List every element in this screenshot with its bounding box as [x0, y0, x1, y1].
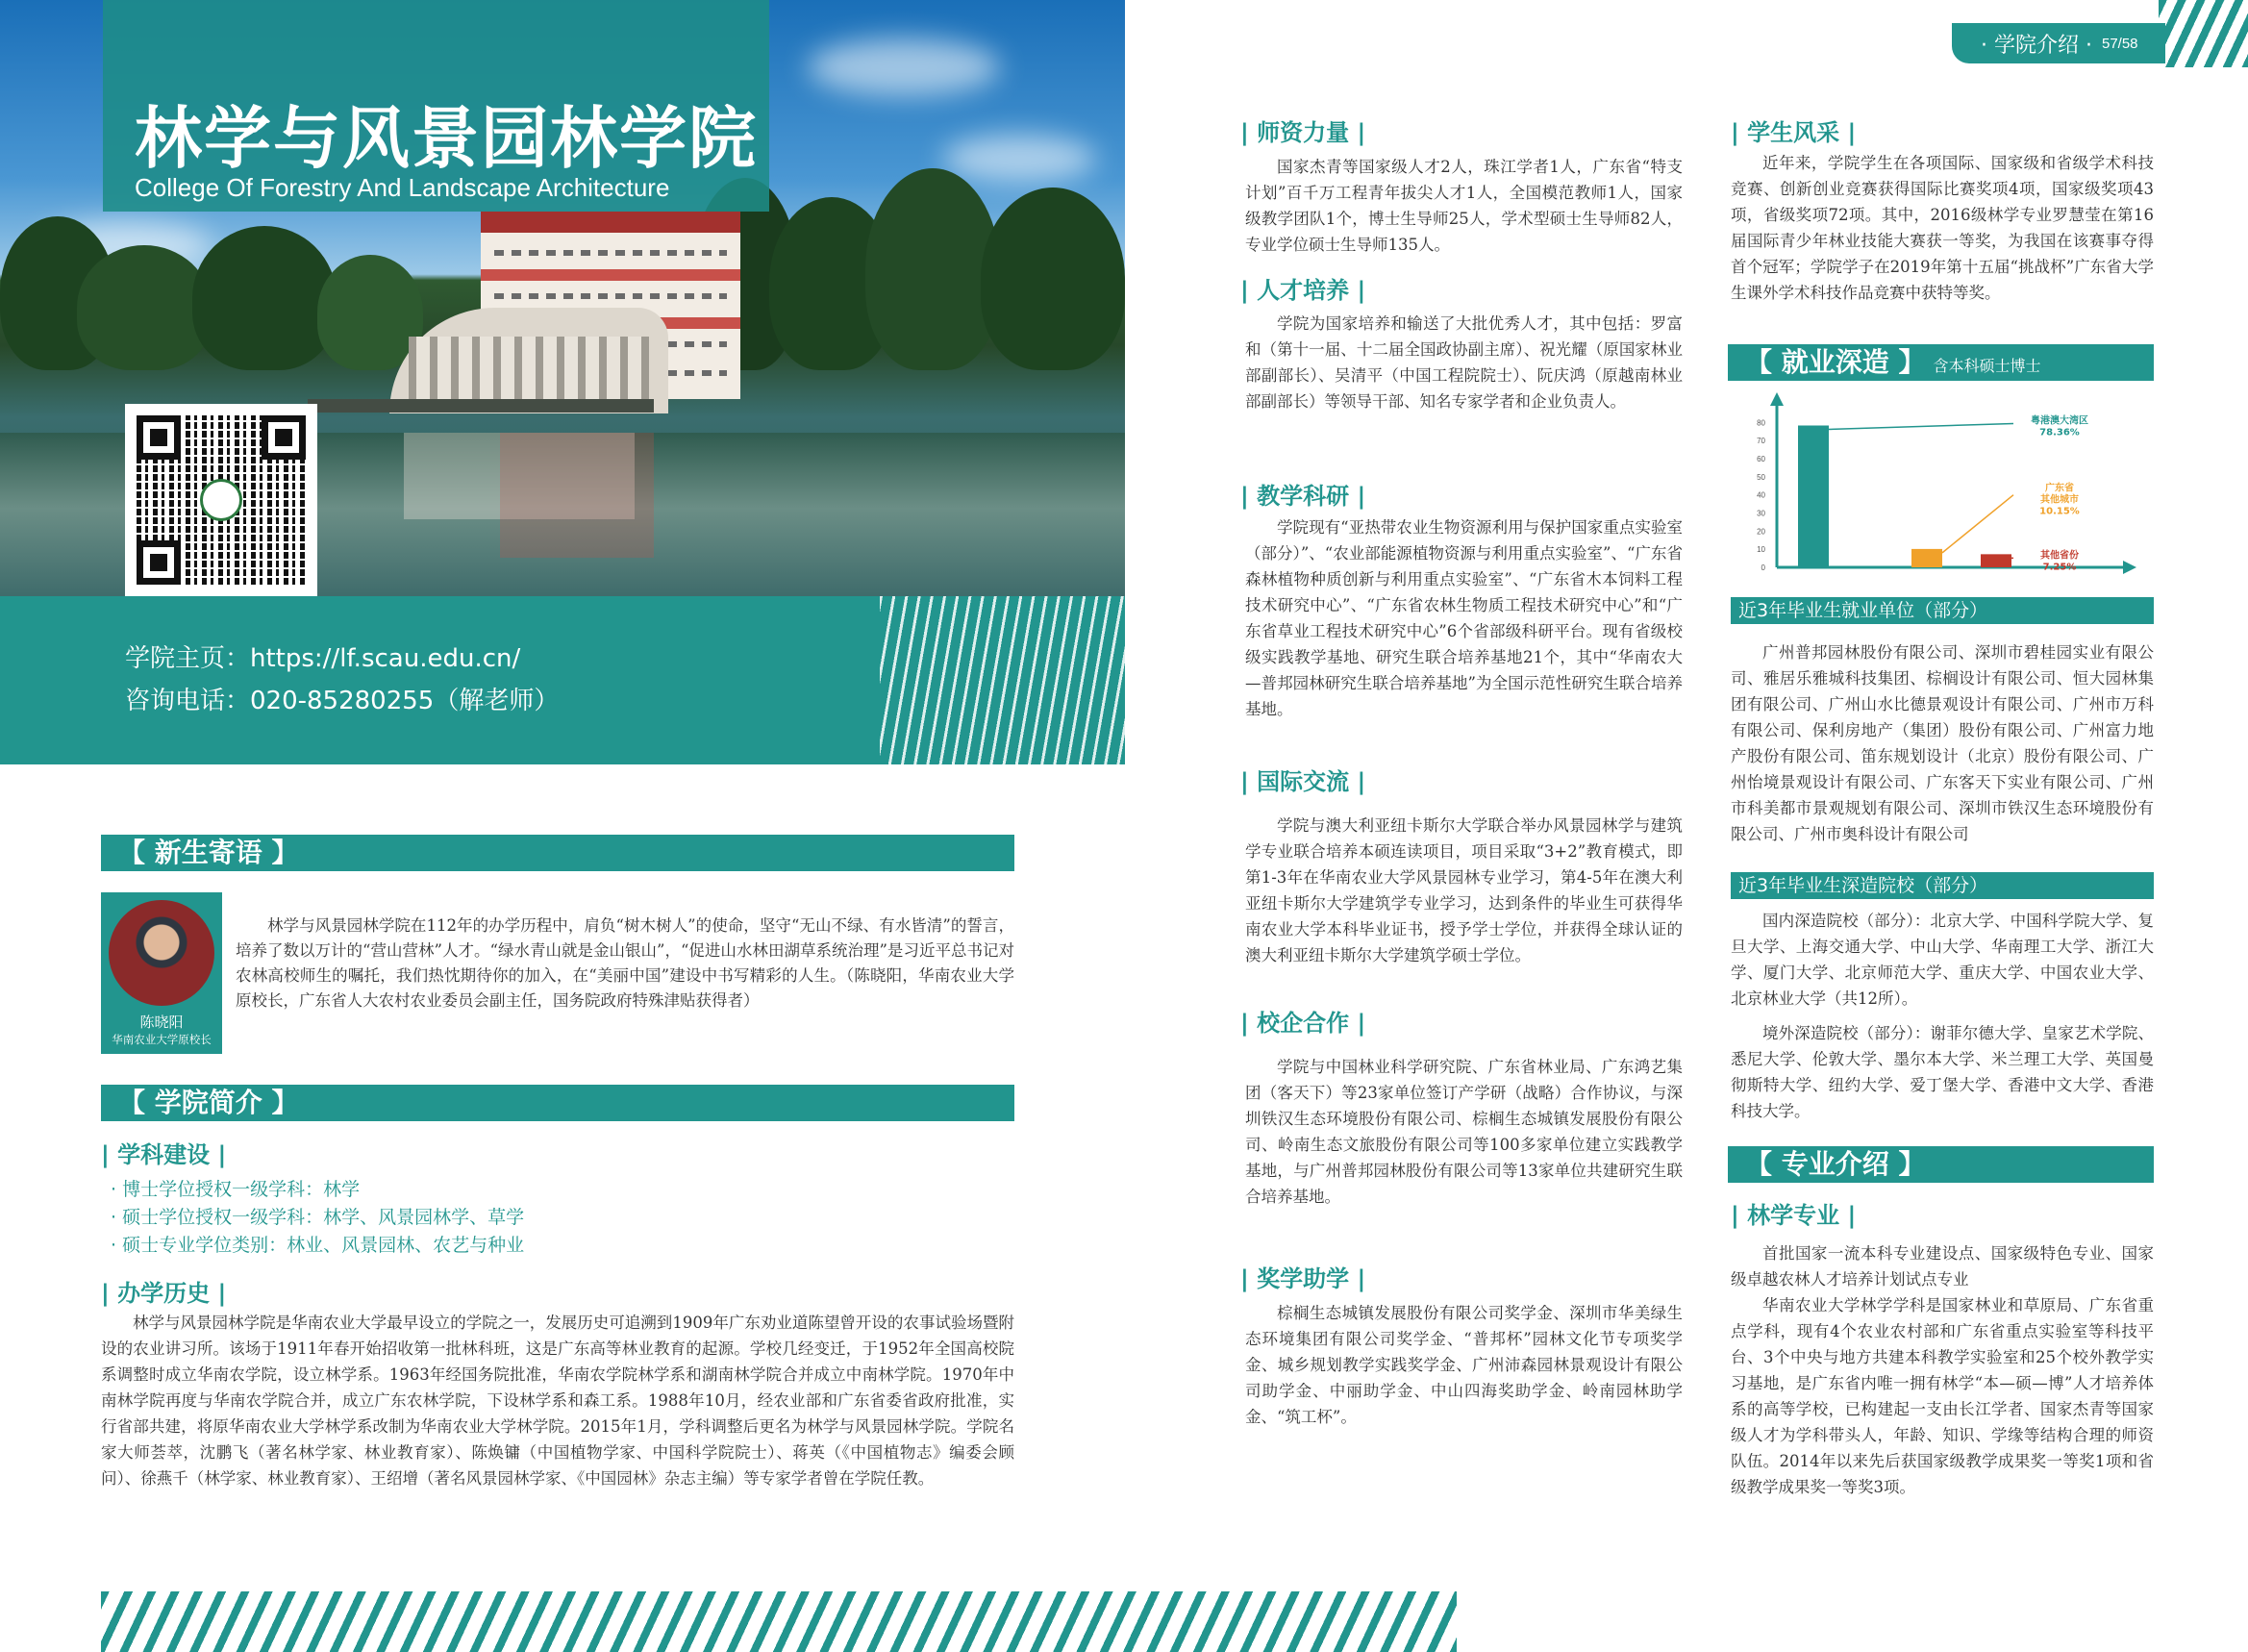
y-tick-label: 50	[1757, 472, 1765, 482]
data-label: 7.25%	[2042, 562, 2077, 573]
employment-heading-label: 【 就业深造 】	[1745, 346, 1926, 378]
y-tick-label: 70	[1757, 437, 1765, 446]
exchange-text: 学院与澳大利亚纽卡斯尔大学联合举办风景园林学与建筑学专业联合培养本硕连读项目，项目采取“3+2”教育模式，即第1-3年在华南农业大学风景园林专业学习，第4-5年在澳大利亚纽卡斯尔大学建筑学专业学习，达到条件的毕业生可获得华南农业大学本科毕业证书，授予学士学位，并获得全球认证的澳大利亚纽卡斯尔大学建筑学硕士学位。	[1245, 816, 1683, 964]
faculty-heading: | 师资力量 |	[1240, 113, 1365, 147]
major-heading: 【 专业介绍 】	[1728, 1146, 2154, 1183]
category-label: 广东省	[2045, 483, 2074, 494]
y-tick-label: 60	[1757, 455, 1765, 464]
principal-name: 陈晓阳	[139, 1014, 184, 1031]
y-tick-label: 0	[1761, 563, 1765, 572]
employment-chart	[1731, 389, 2154, 587]
talent-heading: | 人才培养 |	[1240, 271, 1365, 305]
principal-title: 华南农业大学原校长	[112, 1033, 212, 1046]
footer-hatch	[101, 1591, 1457, 1652]
students-text: 近年来，学院学生在各项国际、国家级和省级学术科技竞赛、创新创业竞赛获得国际比赛奖项4项，国家级奖项43项，省级奖项72项。其中，2016级林学专业罗慧莹在第16届国际青少年林业技能大赛获一等奖，为我国在该赛事夺得首个冠军；学院学子在2019年第十五届“挑战杯”广东省大学生课外学术科技作品竞赛中获特等奖。	[1731, 154, 2154, 302]
decorative-hatch	[880, 596, 1125, 764]
page-header-badge	[1952, 23, 2165, 63]
employers-heading	[1731, 597, 2154, 624]
y-tick-label: 80	[1757, 418, 1765, 428]
list-item: · 硕士学位授权一级学科：林学、风景园林学、草学	[111, 1207, 525, 1228]
bar-3	[1981, 554, 2011, 567]
x-axis-arrow-icon	[2123, 561, 2136, 574]
faculty-text: 国家杰青等国家级人才2人，珠江学者1人，广东省“特支计划”百千万工程青年拔尖人才1人，全国模范教师1人，国家级教学团队1个，博士生导师25人，学术型硕士生导师82人，专业学位硕士生导师135人。	[1245, 158, 1683, 254]
employers-text: 广州普邦园林股份有限公司、深圳市碧桂园实业有限公司、雅居乐雅城科技集团、棕榈设计有限公司、恒大园林集团有限公司、广州山水比德景观设计有限公司、广州市万科有限公司、保利房地产（集团）股份有限公司、广州富力地产股份有限公司、笛东规划设计（北京）股份有限公司、广州怡境景观设计有限公司、广东客天下实业有限公司、广州市科美都市景观规划有限公司、深圳市铁汉生态环境股份有限公司、广州市奥科设计有限公司	[1731, 643, 2154, 843]
disciplines-list	[111, 1176, 524, 1260]
category-label: 粤港澳大湾区	[2031, 415, 2088, 427]
scholarship-text: 棕榈生态城镇发展股份有限公司奖学金、深圳市华美绿生态环境集团有限公司奖学金、“普邦杯”园林文化节专项奖学金、城乡规划教学实践奖学金、广州沛森园林景观设计有限公司助学金、中丽助学金、中山四海奖助学金、岭南园林助学金、“筑工杯”。	[1245, 1304, 1683, 1426]
category-label: 其他省份	[2040, 550, 2079, 562]
research-text: 学院现有“亚热带农业生物资源利用与保护国家重点实验室（部分）”、“农业部能源植物资源与利用重点实验室”、“广东省森林植物种质创新与利用重点实验室”、“广东省木本饲料工程技术研究中心”、“广东省农林生物质工程技术研究中心”和“广东省草业工程技术研究中心”6个省部级科研平台。现有省级校级实践教学基地、研究生联合培养基地21个，其中“华南农大—普邦园林研究生联合培养基地”为全国示范性研究生联合培养基地。	[1245, 518, 1683, 718]
employers-heading-label: 近3年毕业生就业单位（部分）	[1738, 600, 1988, 621]
list-item: · 博士学位授权一级学科：林学	[111, 1179, 361, 1200]
forestry-major-summary: 首批国家一流本科专业建设点、国家级特色专业、国家级卓越农林人才培养计划试点专业	[1731, 1244, 2154, 1289]
scholarship-heading: | 奖学助学 |	[1240, 1260, 1365, 1293]
bar-1	[1798, 425, 1829, 567]
schools-heading-label: 近3年毕业生深造院校（部分）	[1738, 875, 1988, 896]
welcome-heading: 【 新生寄语 】	[101, 835, 1014, 871]
employment-heading	[1728, 344, 2154, 381]
leader-line	[1829, 423, 2013, 429]
history-text: 林学与风景园林学院是华南农业大学最早设立的学院之一，发展历史可追溯到1909年广东劝业道陈望曾开设的农事试验场暨附设的农业讲习所。该场于1911年春开始招收第一批林科班，这是广东高等林业教育的起源。学校几经变迁，于1952年全国高校院系调整时成立华南农学院，设立林学系。1963年经国务院批准，华南农学院林学系和湖南林学院合并成立中南林学院。1970年中南林学院再度与华南农学院合并，成立广东农林学院，下设林学系和森工系。1988年10月，经农业部和广东省委省政府批准，实行省部共建，将原华南农业大学林学系改制为华南农业大学林学院。2015年1月，学科调整后更名为林学与风景园林学院。学院名家大师荟萃，沈鹏飞（著名林学家、林业教育家）、陈焕镛（中国植物学家、中国科学院院士）、蒋英（《中国植物志》编委会顾问）、徐燕千（林学家、林业教育家）、王绍增（著名风景园林学家、《中国园林》杂志主编）等专家学者曾在学院任教。	[101, 1314, 1014, 1488]
students-heading: | 学生风采 |	[1731, 113, 1856, 147]
forestry-major-details: 华南农业大学林学学科是国家林业和草原局、广东省重点学科，现有4个农业农村部和广东省重点实验室等科技平台、3个中央与地方共建本科教学实验室和25个校外教学实习基地，是广东省内唯一拥有林学“本—硕—博”人才培养体系的高等学校，已构建起一支由长江学者、国家杰青等国家级人才为学科带头人，年龄、知识、学缘等结构合理的师资队伍。2014年以来先后获国家级教学成果奖一等奖1项和省级教学成果奖一等奖3项。	[1731, 1296, 2154, 1496]
cooperation-text: 学院与中国林业科学研究院、广东省林业局、广东鸿艺集团（客天下）等23家单位签订产学研（战略）合作协议，与深圳铁汉生态环境股份有限公司、棕榈生态城镇发展股份有限公司、岭南生态文旅股份有限公司等100多家单位建立实践教学基地，与广州普邦园林股份有限公司等13家单位共建研究生联合培养基地。	[1245, 1058, 1683, 1206]
y-tick-label: 30	[1757, 509, 1765, 518]
principal-portrait	[101, 892, 222, 1054]
welcome-message: 林学与风景园林学院在112年的办学历程中，肩负“树木树人”的使命，坚守“无山不绿、有水皆清”的誓言，培养了数以万计的“营山营林”人才。“绿水青山就是金山银山”，“促进山水林田湖草系统治理”是习近平总书记对农林高校师生的嘱托，我们热忱期待你的加入，在“美丽中国”建设中书写精彩的人生。（陈晓阳，华南农业大学原校长，广东省人大农村农业委员会副主任，国务院政府特殊津贴获得者）	[236, 916, 1014, 1010]
research-heading: | 教学科研 |	[1240, 477, 1365, 511]
leader-line	[1942, 495, 2013, 553]
data-label: 10.15%	[2039, 506, 2080, 517]
qr-code[interactable]	[125, 404, 317, 596]
list-item: · 硕士专业学位类别：林业、风景园林、农艺与种业	[111, 1235, 525, 1256]
y-tick-label: 40	[1757, 490, 1765, 500]
domestic-schools-text: 国内深造院校（部分）：北京大学、中国科学院大学、复旦大学、上海交通大学、中山大学、华南理工大学、浙江大学、厦门大学、北京师范大学、重庆大学、中国农业大学、北京林业大学（共12所）。	[1731, 912, 2154, 1008]
principal-photo	[109, 900, 214, 1006]
page-number: 57/58	[2101, 35, 2138, 52]
bar-2	[1911, 549, 1942, 567]
category-label: 其他城市	[2040, 494, 2079, 506]
homepage-link[interactable]: 学院主页：https://lf.scau.edu.cn/	[125, 644, 521, 673]
phone-contact: 咨询电话：020-85280255（解老师）	[125, 687, 560, 715]
y-tick-label: 10	[1757, 545, 1765, 555]
forestry-major-heading: | 林学专业 |	[1731, 1196, 1856, 1230]
contact-band	[0, 596, 1125, 764]
schools-heading	[1731, 872, 2154, 899]
exchange-heading: | 国际交流 |	[1240, 763, 1365, 796]
college-title: 林学与风景园林学院	[135, 99, 758, 178]
y-axis-arrow-icon	[1770, 392, 1784, 406]
cooperation-heading: | 校企合作 |	[1240, 1004, 1365, 1038]
history-heading: | 办学历史 |	[101, 1274, 226, 1308]
college-title-english: College Of Forestry And Landscape Architecture	[135, 173, 670, 202]
y-tick-label: 20	[1757, 527, 1765, 537]
overseas-schools-text: 境外深造院校（部分）：谢菲尔德大学、皇家艺术学院、悉尼大学、伦敦大学、墨尔本大学、米兰理工大学、英国曼彻斯特大学、纽约大学、爱丁堡大学、香港中文大学、香港科技大学。	[1731, 1024, 2154, 1120]
section-label: · 学院介绍 ·	[1981, 33, 2092, 58]
university-seal-icon	[200, 479, 242, 521]
talent-text: 学院为国家培养和输送了大批优秀人才，其中包括：罗富和（第十一届、十二届全国政协副主席）、祝光耀（原国家林业部副部长）、吴清平（中国工程院院士）、阮庆鸿（原越南林业部副部长）等领导干部、知名专家学者和企业负责人。	[1245, 314, 1683, 411]
lake-bridge	[308, 399, 654, 413]
disciplines-heading: | 学科建设 |	[101, 1136, 226, 1169]
header-hatch	[2159, 0, 2248, 67]
auditorium-building	[389, 308, 668, 413]
employment-heading-suffix: 含本科硕士博士	[1933, 357, 2041, 375]
intro-heading: 【 学院简介 】	[101, 1085, 1014, 1121]
data-label: 78.36%	[2039, 427, 2080, 438]
